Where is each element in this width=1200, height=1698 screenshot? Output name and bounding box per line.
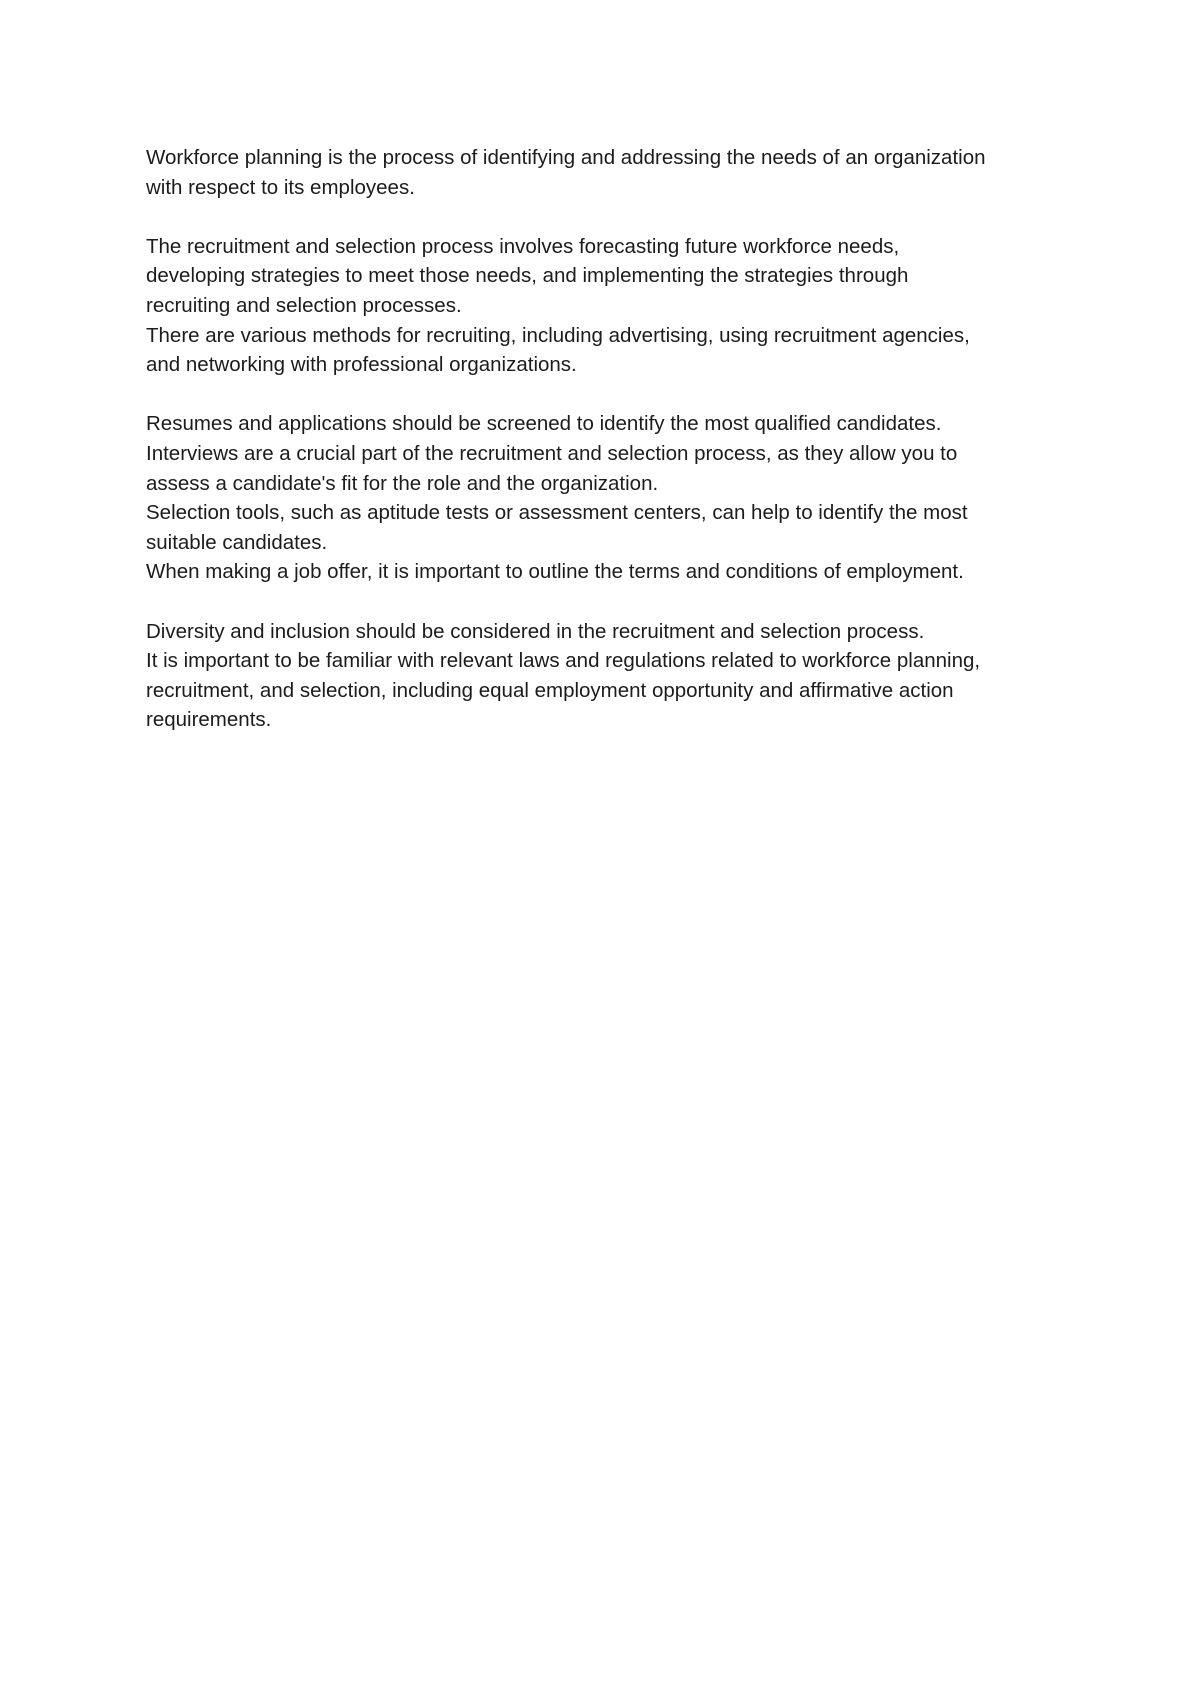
paragraph-gap bbox=[146, 380, 1066, 410]
text-line: and networking with professional organizations. bbox=[146, 353, 577, 377]
paragraph-gap bbox=[146, 587, 1066, 617]
text-line: There are various methods for recruiting, including advertising, using recruitment agencies, bbox=[146, 323, 970, 347]
text-line: assess a candidate's fit for the role and the organization. bbox=[146, 471, 659, 495]
text-line: with respect to its employees. bbox=[146, 175, 415, 199]
text-line: suitable candidates. bbox=[146, 530, 328, 554]
text-line: Interviews are a crucial part of the recruitment and selection process, as they allow you to bbox=[146, 441, 958, 465]
text-line: Workforce planning is the process of identifying and addressing the needs of an organization bbox=[146, 146, 986, 169]
text-line: recruitment, and selection, including equal employment opportunity and affirmative action bbox=[146, 678, 954, 702]
text-line: recruiting and selection processes. bbox=[146, 293, 462, 317]
text-line: The recruitment and selection process involves forecasting future workforce needs, bbox=[146, 234, 900, 258]
text-line: Resumes and applications should be screened to identify the most qualified candidates. bbox=[146, 412, 942, 436]
text-line: developing strategies to meet those needs, and implementing the strategies through bbox=[146, 264, 909, 288]
text-line: Diversity and inclusion should be considered in the recruitment and selection process. bbox=[146, 619, 925, 643]
text-line: Selection tools, such as aptitude tests or assessment centers, can help to identify the most bbox=[146, 501, 968, 525]
paragraph-gap bbox=[146, 202, 1066, 232]
text-line: requirements. bbox=[146, 708, 272, 732]
document-body bbox=[146, 143, 1066, 735]
text-line: When making a job offer, it is important to outline the terms and conditions of employment. bbox=[146, 560, 964, 584]
text-line: It is important to be familiar with relevant laws and regulations related to workforce planning, bbox=[146, 649, 981, 673]
